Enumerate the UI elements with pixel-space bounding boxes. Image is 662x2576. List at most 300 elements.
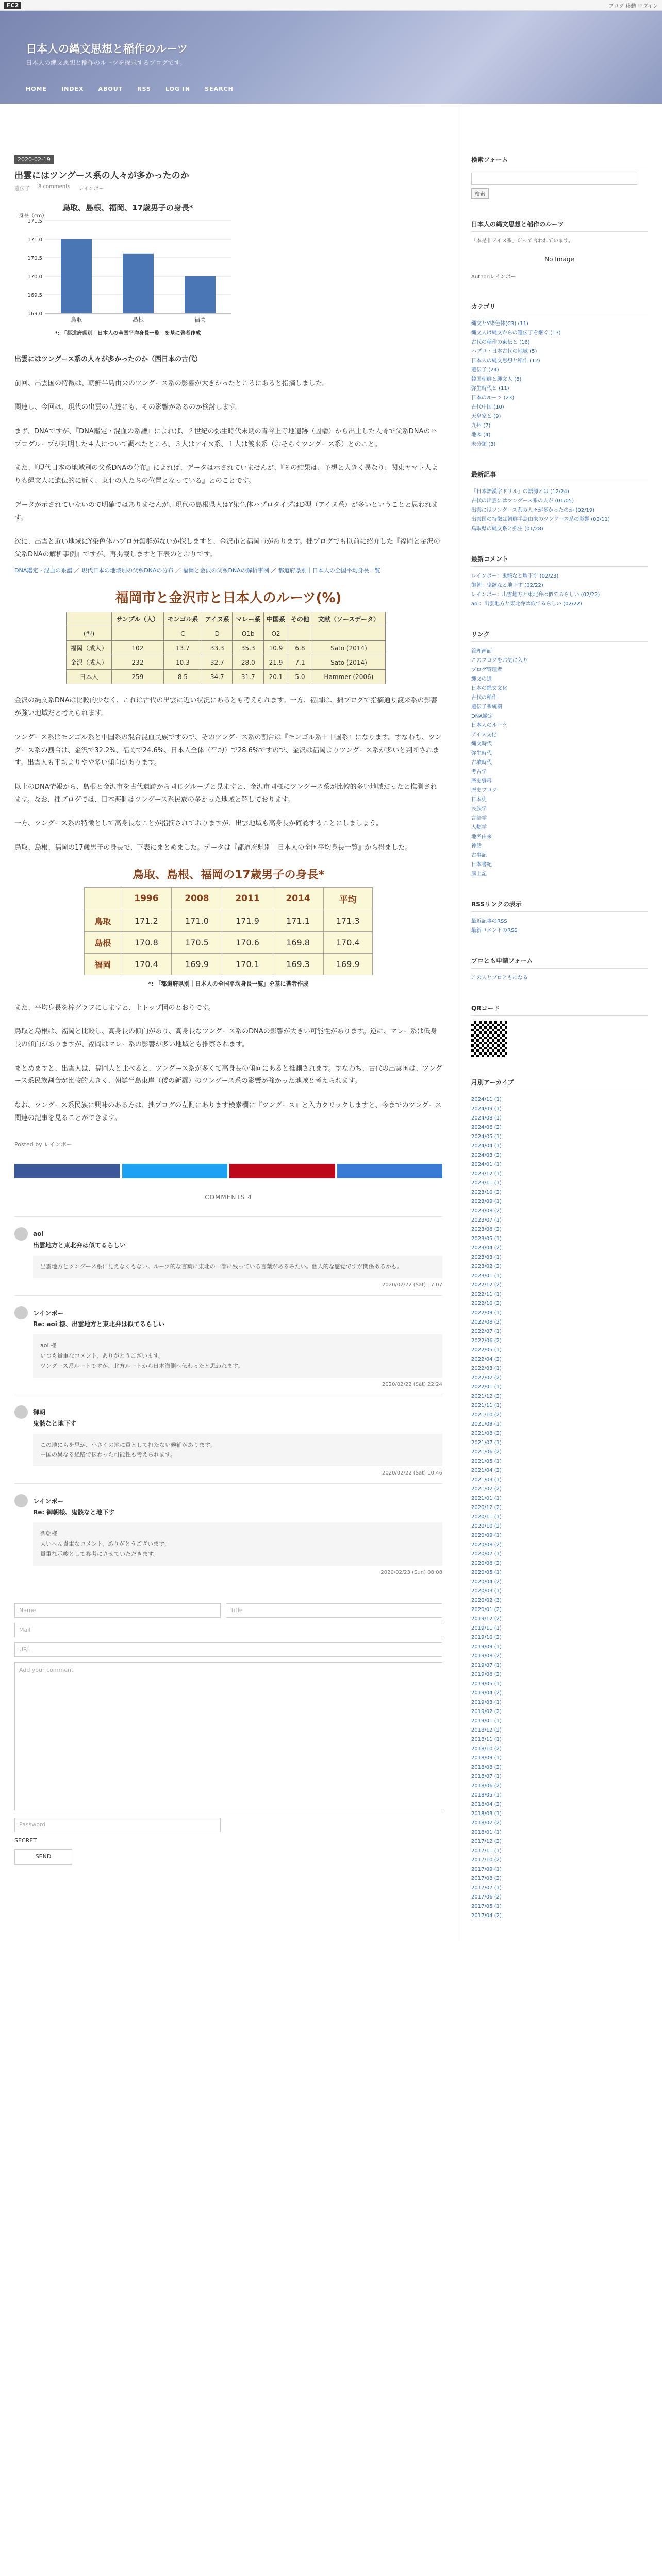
widget-title: 最新コメント [471,554,648,567]
table-cell: 169.3 [273,953,323,975]
archive-item[interactable]: 2022/12 (2) [471,1282,502,1288]
link-item[interactable]: DNA鑑定 [471,714,493,719]
archive-widget [471,1078,648,1921]
archive-item[interactable]: 2017/05 (1) [471,1904,502,1909]
archive-item[interactable]: 2017/12 (2) [471,1839,502,1844]
y-tick-label: 171.5 [27,218,42,224]
archive-item[interactable]: 2020/10 (2) [471,1523,502,1529]
height-table-block [14,866,442,988]
col-header: マレー系 [233,612,264,626]
archive-item[interactable]: 2021/04 (2) [471,1468,502,1473]
table-cell: 28.0 [233,655,264,670]
category-item[interactable]: 韓国朝鮮と縄文人 (8) [471,377,522,382]
archive-item[interactable]: 2018/03 (1) [471,1811,502,1817]
archive-item[interactable]: 2022/05 (1) [471,1347,502,1353]
recent-comment-item[interactable]: レインボー：鬼骸なと地下す (02/23) [471,573,559,579]
link-item[interactable]: 遺伝子系統樹 [471,704,502,710]
link-item[interactable]: 日本書紀 [471,862,492,868]
table-cell: 170.1 [222,953,273,975]
link-item[interactable]: 歴史ブログ [471,788,497,793]
table-cell: Hammer (2006) [312,670,385,684]
table-cell: 232 [112,655,164,670]
archive-item[interactable]: 2019/07 (1) [471,1663,502,1668]
search-button[interactable]: 検索 [471,188,489,199]
mail-field[interactable]: Mail [14,1623,442,1637]
link-item[interactable]: 民族学 [471,806,487,812]
table-cell: 8.5 [163,670,202,684]
archive-item[interactable]: 2019/10 (2) [471,1635,502,1640]
archive-item[interactable]: 2020/02 (3) [471,1598,502,1603]
link-item[interactable]: 縄文時代 [471,741,492,747]
comment-timestamp[interactable]: 2020/02/23 (Sun) 08:08 [380,1569,442,1575]
post-date: 2020-02-19 [14,155,54,164]
secret-checkbox[interactable]: SECRET [14,1837,37,1844]
x-tick-label: 鳥取 [71,316,82,323]
archive-item[interactable]: 2022/06 (2) [471,1338,502,1344]
archive-item[interactable]: 2018/07 (1) [471,1774,502,1780]
archive-item[interactable]: 2022/07 (1) [471,1329,502,1334]
table-cell: 10.3 [163,655,202,670]
link-item[interactable]: 古墳時代 [471,760,492,766]
col-header: 2008 [172,887,222,910]
table-cell: 169.9 [172,953,222,975]
profile-text: 「本是非アイヌ系」だって言われています。 [471,238,574,244]
archive-item[interactable]: 2024/06 (2) [471,1125,502,1130]
archive-item[interactable]: 2024/05 (1) [471,1134,502,1140]
col-header: 2011 [222,887,273,910]
archive-item[interactable]: 2021/01 (1) [471,1496,502,1501]
category-item[interactable]: 遺伝子 (24) [471,367,499,373]
archive-item[interactable]: 2023/04 (2) [471,1245,502,1251]
nav-search[interactable]: SEARCH [205,86,234,92]
link-list: DNA鑑定・混血の系譜 ／ 現代日本の地域別の父系DNAの分布 ／ 福岡と金沢の父系DNAの解析事例 ／ 都道府県別｜日本人の全国平均身長一覧 [14,567,380,574]
comment-body: 出雲地方とツングース系に見えなくもない。ルーツ的な言葉に東北の一部に残っている言葉があるみたい。個人的な感覚ですが関係あるかも。 [33,1256,442,1278]
comments-header: COMMENTS 4 [205,1194,252,1201]
table-row [67,641,386,655]
fc2-menu[interactable]: ブログ 移動 ログイン [608,3,658,9]
recent-comment-item[interactable]: aoi：出雲地方と東北弁は似てるらしい (02/22) [471,601,582,607]
send-button[interactable]: SEND [14,1849,72,1865]
password-field[interactable]: Password [14,1818,221,1832]
table-cell: 34.7 [202,670,233,684]
archive-item[interactable]: 2017/09 (1) [471,1867,502,1872]
nav-about[interactable]: ABOUT [98,86,123,92]
post-paragraph: 関連し、今回は、現代の出雲の人達にも、その影響があるのか検討します。 [14,403,242,412]
table-row [67,626,386,641]
comment-item [14,1295,442,1394]
archive-item[interactable]: 2019/02 (2) [471,1709,502,1715]
archive-item[interactable]: 2021/05 (1) [471,1459,502,1464]
archive-item[interactable]: 2019/11 (1) [471,1625,502,1631]
name-field[interactable]: Name [14,1603,221,1618]
table-cell: 171.1 [273,910,323,931]
link-fukuoka-kanazawa[interactable]: 福岡と金沢の父系DNAの解析事例 [183,567,269,574]
facebook-share-button[interactable] [14,1164,120,1178]
post-paragraph: 次に、出雲と近い地域にY染色体ハプロ分類群がないか探しますと、金沢市と福岡市があります。拙ブログでも以前に紹介した『福岡と金沢の父系DNAの解析事例』ですが、再掲載しますと下表のとおりです。 [14,538,440,558]
table-cell: 福岡 [85,953,121,975]
link-item[interactable]: 古代の稲作 [471,695,497,701]
nav-login[interactable]: LOG IN [165,86,191,92]
archive-item[interactable]: 2022/11 (1) [471,1292,502,1297]
rss-link[interactable]: 最近記事のRSS [471,919,507,924]
archive-item[interactable]: 2018/04 (2) [471,1802,502,1807]
table-cell: 金沢（成人） [67,655,112,670]
archive-item[interactable]: 2017/06 (2) [471,1894,502,1900]
recent-post-item[interactable]: 「日本語漢字ドリル」の語源とは (12/24) [471,489,569,495]
recent-post-item[interactable]: 鳥取県の縄文系と弥生 (01/28) [471,526,543,532]
col-header: 1996 [121,887,172,910]
archive-item[interactable]: 2021/11 (1) [471,1403,502,1409]
roots-table-block [66,587,391,684]
col-header: モンゴル系 [163,612,202,626]
category-item[interactable]: ハプロ・日本古代の地域 (5) [471,349,537,354]
y-axis-label: 身長（cm） [19,213,47,219]
bar [185,276,216,313]
archive-item[interactable]: 2019/12 (2) [471,1616,502,1622]
recent-post-item[interactable]: 古代の出雲にはツングース系の人が (01/05) [471,498,574,504]
widget-title: カテゴリ [471,302,648,314]
archive-item[interactable]: 2019/03 (1) [471,1700,502,1705]
roots-table [66,612,386,684]
col-header: サンプル（人） [112,612,164,626]
post-paragraph: 鳥取と島根は、福岡と比較し、高身長の傾向があり、高身長なツングース系のDNAの影響が大きい可能性があります。逆に、マレー系は低身長の傾向がありますが、福岡はマレー系の影響が多い地域とも推察されます。 [14,1028,437,1049]
archive-item[interactable]: 2023/11 (1) [471,1180,502,1186]
category-item[interactable]: 弥生時代と (11) [471,386,509,392]
post-category[interactable]: 遺伝子 [14,186,30,192]
table-cell: 7.1 [288,655,312,670]
table-row [67,655,386,670]
friend-widget [471,956,648,983]
link-item[interactable]: 弥生時代 [471,751,492,756]
col-header: その他 [288,612,312,626]
blog-header [0,11,662,104]
archive-item[interactable]: 2019/01 (1) [471,1718,502,1724]
post-paragraph: また、『現代日本の地域別の父系DNAの分布』によれば、データは示されていませんが、『その結果は、予想と大きく異なり、関東ヤマト人よりも縄文人に遺伝的に近く、東北の人たちの位置となっている』とのことです。 [14,464,438,485]
archive-item[interactable]: 2018/10 (2) [471,1746,502,1752]
category-item[interactable]: 天皇家と (9) [471,414,501,419]
table-cell: C [163,626,202,641]
post-body [14,353,442,576]
archive-item[interactable]: 2019/06 (2) [471,1672,502,1677]
table-row [85,953,373,975]
archive-item[interactable]: 2018/09 (1) [471,1755,502,1761]
archive-item[interactable]: 2017/11 (1) [471,1848,502,1854]
post-paragraph: なお、ツングース系民族に興味のある方は、拙ブログの左側にあります検索欄に『ツングース』と入力クリックしますと、今までのツングース関連の記事を見ることができます。 [14,1101,442,1122]
archive-item[interactable]: 2022/01 (1) [471,1384,502,1390]
comment-timestamp[interactable]: 2020/02/22 (Sat) 10:46 [382,1470,442,1477]
rss-link[interactable]: 最新コメントのRSS [471,928,518,934]
archive-item[interactable]: 2021/06 (2) [471,1449,502,1455]
nav-rss[interactable]: RSS [137,86,151,92]
archive-item[interactable]: 2020/12 (2) [471,1505,502,1511]
post-paragraph: 以上のDNA情報から、島根と金沢市を古代遺跡から同じグループと見ますと、金沢市同様にツングース系が比較的多い地域だったと推測されます。なお、拙ブログでは、日本海側はツングース系民族の多かった地域と解しております。 [14,783,437,804]
post-paragraph: また、平均身長を棒グラフにしますと、上トップ図のとおりです。 [14,1004,215,1012]
archive-item[interactable]: 2019/04 (2) [471,1690,502,1696]
twitter-share-button[interactable] [122,1164,228,1178]
archive-item[interactable]: 2022/04 (2) [471,1357,502,1362]
archive-item[interactable]: 2020/03 (1) [471,1588,502,1594]
widget-title: 日本人の縄文思想と稲作のルーツ [471,219,648,232]
col-header: アイヌ系 [202,612,233,626]
category-item[interactable]: 地図 (4) [471,432,491,438]
pinterest-share-button[interactable] [229,1164,335,1178]
height-table-title: 鳥取、島根、福岡の17歳男子の身長* [132,868,325,882]
recent-post-item[interactable]: 出雲国の特徴は朝鮮半島由来のツングース系の影響 (02/11) [471,517,610,522]
archive-item[interactable]: 2021/03 (1) [471,1477,502,1483]
comment-item [14,1216,442,1295]
comment-author: 御朝 [33,1409,46,1416]
category-item[interactable]: 縄文とY染色体(C3) (11) [471,321,528,327]
y-tick-label: 169.5 [27,293,42,298]
bar [61,239,92,313]
archive-item[interactable]: 2022/08 (2) [471,1319,502,1325]
archive-item[interactable]: 2020/05 (1) [471,1570,502,1575]
comment-title: Re: aoi 様、出雲地方と東北弁は似てるらしい [33,1320,164,1328]
archive-item[interactable]: 2023/09 (1) [471,1199,502,1205]
archive-item[interactable]: 2020/06 (2) [471,1561,502,1566]
fc2-logo[interactable]: FC2 [4,2,21,9]
archive-item[interactable]: 2018/02 (2) [471,1820,502,1826]
archive-item[interactable]: 2020/08 (2) [471,1542,502,1548]
search-input[interactable] [471,173,637,185]
table-cell: Sato (2014) [312,641,385,655]
link-item[interactable]: 風土記 [471,871,487,877]
comment-timestamp[interactable]: 2020/02/22 (Sat) 17:07 [382,1282,442,1289]
link-item[interactable]: 人類学 [471,825,487,831]
hatena-share-button[interactable] [337,1164,443,1178]
comment-title: Re: 御朝様、鬼骸なと地下す [33,1509,115,1516]
category-item[interactable]: 縄文人は縄文からの遺伝子を継ぐ (13) [471,330,561,336]
archive-item[interactable]: 2020/11 (1) [471,1514,502,1520]
archive-item[interactable]: 2024/09 (1) [471,1106,502,1112]
archive-item[interactable]: 2022/09 (1) [471,1310,502,1316]
table-cell: Sato (2014) [312,655,385,670]
table-cell: 10.9 [264,641,288,655]
title-field[interactable]: Title [226,1603,442,1618]
table-cell: 20.1 [264,670,288,684]
global-nav [26,86,234,92]
table-cell: (型) [67,626,112,641]
table-cell: 169.8 [273,931,323,953]
table-cell: 21.9 [264,655,288,670]
table-cell: 5.0 [288,670,312,684]
fc2-bar [0,0,662,11]
archive-item[interactable]: 2023/05 (1) [471,1236,502,1242]
blog-title[interactable]: 日本人の縄文思想と稲作のルーツ [26,43,188,55]
avatar [14,1227,28,1241]
link-item[interactable]: 言語学 [471,816,487,821]
comment-textarea[interactable]: Add your comment [14,1662,442,1810]
archive-item[interactable]: 2022/02 (2) [471,1375,502,1381]
archive-item[interactable]: 2018/05 (1) [471,1792,502,1798]
archive-item[interactable]: 2018/08 (2) [471,1765,502,1770]
table-cell: O2 [264,626,288,641]
link-dna-bunpu[interactable]: 現代日本の地域別の父系DNAの分布 [81,567,174,574]
archive-item[interactable]: 2023/06 (2) [471,1227,502,1232]
archive-item[interactable]: 2024/11 (1) [471,1097,502,1103]
col-header: 平均 [323,887,372,910]
url-field[interactable]: URL [14,1642,442,1657]
comment-author: aoi [33,1230,44,1238]
table-row [85,910,373,931]
table-cell: 259 [112,670,164,684]
archive-item[interactable]: 2022/10 (2) [471,1301,502,1307]
table-cell: 鳥取 [85,910,121,931]
category-item[interactable]: 古代の稲作の東伝と (16) [471,340,530,345]
category-item[interactable]: 古代中国 (10) [471,404,504,410]
post-paragraph: 前回、出雲国の特徴は、朝鮮半島由来のツングース系の影響が大きかったところにあると指摘しました。 [14,379,329,387]
comment-body: 御朝様 大いへん貴重なコメント、ありがとうございます。 貴重な示唆として参考にさせていただきます。 [33,1522,442,1565]
avatar [14,1306,28,1319]
archive-item[interactable]: 2021/08 (2) [471,1431,502,1436]
recent-widget [471,470,648,534]
archive-item[interactable]: 2024/08 (1) [471,1115,502,1121]
posted-by[interactable]: Posted by レインボー [14,1141,72,1148]
link-item[interactable]: 歴史資料 [471,778,492,784]
table-cell: 170.5 [172,931,222,953]
col-header: 中国系 [264,612,288,626]
archive-item[interactable]: 2024/01 (1) [471,1162,502,1167]
y-tick-label: 169.0 [27,311,42,317]
archive-item[interactable]: 2022/03 (1) [471,1366,502,1371]
link-item[interactable]: 管理画面 [471,649,492,654]
profile-widget [471,219,648,281]
x-tick-label: 島根 [133,316,144,323]
post-paragraph: 鳥取、島根、福岡の17歳男子の身長で、下表にまとめました。データは『都道府県別｜日本人の全国平均身長一覧』から得ました。 [14,843,412,852]
archive-item[interactable]: 2024/04 (1) [471,1143,502,1149]
link-item[interactable]: 地名由来 [471,834,492,840]
table-cell: 171.2 [121,910,172,931]
archive-item[interactable]: 2021/10 (2) [471,1412,502,1418]
archive-item[interactable]: 2021/02 (2) [471,1486,502,1492]
search-widget [471,155,648,199]
widget-title: 月別アーカイブ [471,1078,648,1090]
post-paragraph: データが示されていないので明確ではありませんが、現代の島根県人はY染色体ハプロタイプはD型（アイヌ系）が多いということと思われます。 [14,501,439,522]
archive-item[interactable]: 2017/10 (2) [471,1857,502,1863]
profile-image: No Image [544,256,574,263]
widget-title: ブロとも申請フォーム [471,956,648,969]
post-body-3 [14,1002,442,1125]
blog-subtitle: 日本人の縄文思想と稲作のルーツを探求するブログです。 [26,59,186,66]
main-column [14,104,442,1941]
post-title[interactable]: 出雲にはツングース系の人々が多かったのか [14,171,189,181]
archive-item[interactable]: 2019/08 (2) [471,1653,502,1659]
post-paragraph: ツングース系はモンゴル系と中国系の混合混血民族ですので、そのツングース系の割合は『モンゴル系＋中国系』になります。すなわち、ツングース系の割合は、金沢で32.2%、福岡で24.6%、日本人全体（平均）で28.6%ですので、金沢は福岡よりツングース系が多いと判断されます。出雲人も平均よりやや多い傾向があります。 [14,733,442,767]
y-tick-label: 170.5 [27,256,42,261]
col-header: 2014 [273,887,323,910]
post-comment-count[interactable]: 8 comments [38,184,71,190]
table-cell: 170.4 [121,953,172,975]
widget-title: リンク [471,630,648,642]
archive-item[interactable]: 2017/08 (2) [471,1876,502,1882]
nav-home[interactable]: HOME [26,86,47,92]
archive-item[interactable]: 2018/12 (2) [471,1727,502,1733]
table-row [67,670,386,684]
archive-item[interactable]: 2020/07 (1) [471,1551,502,1557]
link-item[interactable]: 日本人のルーツ [471,723,507,728]
recent-comment-item[interactable]: 御朝：鬼骸なと地下す (02/22) [471,583,543,588]
links-widget [471,630,648,879]
table-cell: D [202,626,233,641]
nav-index[interactable]: INDEX [61,86,84,92]
archive-item[interactable]: 2023/01 (1) [471,1273,502,1279]
link-item[interactable]: アイヌ文化 [471,732,497,738]
category-item[interactable]: 未分類 (3) [471,442,496,447]
link-item[interactable]: 縄文の道 [471,676,492,682]
comment-body: この地にもを思が、小さくの地に重として打たない候補があります。 中国の異なる経路で伝わった可能性も考えられます。 [33,1434,442,1467]
archive-item[interactable]: 2017/04 (2) [471,1913,502,1919]
table-cell: 170.4 [323,931,372,953]
recent-comment-item[interactable]: レインボー：出雲地方と東北弁は似てるらしい (02/22) [471,592,600,598]
category-item[interactable]: 日本人の縄文思想と稲作 (12) [471,358,540,364]
link-item[interactable]: 神話 [471,843,482,849]
link-item[interactable]: 考古学 [471,769,487,775]
archive-item[interactable]: 2018/06 (2) [471,1783,502,1789]
height-bar-chart [14,200,241,341]
avatar [14,1494,28,1507]
archive-item[interactable]: 2020/04 (2) [471,1579,502,1585]
archive-item[interactable]: 2021/09 (1) [471,1421,502,1427]
archive-item[interactable]: 2023/08 (2) [471,1208,502,1214]
table-cell: 日本人 [67,670,112,684]
table-cell: 32.7 [202,655,233,670]
archive-item[interactable]: 2023/10 (2) [471,1190,502,1195]
category-item[interactable]: 九州 (7) [471,423,491,429]
bar [123,254,154,313]
archive-item[interactable]: 2023/03 (1) [471,1255,502,1260]
archive-item[interactable]: 2023/07 (1) [471,1217,502,1223]
archive-item[interactable]: 2020/09 (1) [471,1533,502,1538]
rss-widget [471,900,648,936]
link-item[interactable]: ブログ管理者 [471,667,502,673]
recent-post-item[interactable]: 出雲にはツングース系の人々が多かったのか (02/19) [471,507,595,513]
friend-link[interactable]: この人とブロともになる [471,975,528,981]
post-paragraph: 金沢の縄文系DNAは比較的少なく、これは古代の出雲に近い状況にあるとも考えられます。一方、福岡は、拙ブログで指摘通り渡来系の影響が強い地域だと考えられます。 [14,697,438,718]
link-item[interactable]: 日本の縄文文化 [471,686,507,691]
archive-item[interactable]: 2018/01 (1) [471,1829,502,1835]
link-item[interactable]: 日本史 [471,797,487,803]
table-cell: 島根 [85,931,121,953]
comment-timestamp[interactable]: 2020/02/22 (Sat) 22:24 [382,1381,442,1387]
archive-item[interactable]: 2019/05 (1) [471,1681,502,1687]
archive-item[interactable]: 2017/07 (1) [471,1885,502,1891]
link-item[interactable]: 古事記 [471,853,487,858]
archive-item[interactable]: 2023/02 (2) [471,1264,502,1269]
post-author[interactable]: レインボー [78,186,104,192]
post-paragraph: まず、DNAですが、『DNA鑑定・混血の系譜』によれば、２世紀の弥生時代末期の青谷上寺地遺跡（因幡）から出土した人骨で父系DNAのハプログループが判明した４人について調べたところ、３人はアイヌ系、１人は渡来系（おそらくツングース系）とのこと。 [14,428,437,448]
link-item[interactable]: このブログをお気に入り [471,658,528,664]
table-cell: 171.3 [323,910,372,931]
category-item[interactable]: 日本のルーツ (23) [471,395,515,401]
archive-item[interactable]: 2023/12 (1) [471,1171,502,1177]
table-cell: 35.3 [233,641,264,655]
comment-author: レインボー [33,1309,64,1317]
link-dna-kantei[interactable]: DNA鑑定・混血の系譜 [14,567,73,574]
comment-body: aoi 様 いつも貴重なコメント、ありがとうございます。 ツングース系ルートですが、北方ルートから日本海側へ伝わったと思われます。 [33,1334,442,1377]
archive-item[interactable]: 2019/09 (1) [471,1644,502,1650]
post-body-2 [14,694,442,854]
table-cell: 13.7 [163,641,202,655]
link-heights[interactable]: 都道府県別｜日本人の全国平均身長一覧 [278,567,380,574]
table-cell [112,626,164,641]
archive-item[interactable]: 2018/11 (1) [471,1737,502,1742]
archive-item[interactable]: 2021/07 (1) [471,1440,502,1446]
archive-item[interactable]: 2024/03 (2) [471,1153,502,1158]
archive-item[interactable]: 2021/12 (2) [471,1394,502,1399]
height-table [84,887,373,975]
comment-title: 鬼骸なと地下す [33,1419,77,1427]
archive-item[interactable]: 2020/01 (2) [471,1607,502,1613]
